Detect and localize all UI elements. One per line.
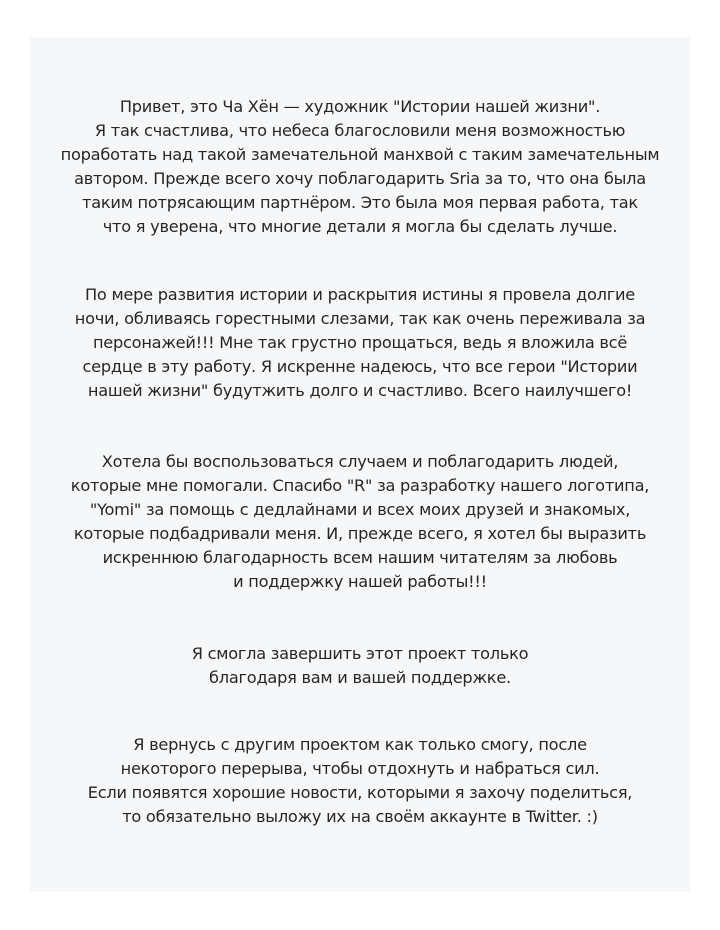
text-line: и поддержку нашей работы!!! xyxy=(233,572,487,591)
paragraph-thanks xyxy=(0,450,720,594)
text-line: Я вернусь с другим проектом как только смогу, после xyxy=(133,735,587,754)
text-line: которые мне помогали. Спасибо "R" за разработку нашего логотипа, xyxy=(70,476,650,495)
text-line: Привет, это Ча Хён — художник "Истории нашей жизни". xyxy=(119,97,601,116)
text-line: Хотела бы воспользоваться случаем и поблагодарить людей, xyxy=(101,452,619,471)
paragraph-story xyxy=(0,283,720,403)
text-line: персонажей!!! Мне так грустно прощаться, ведь я вложила всё xyxy=(92,333,628,352)
text-line: благодаря вам и вашей поддержке. xyxy=(209,668,511,687)
text-line: нашей жизни" будутжить долго и счастливо. Всего наилучшего! xyxy=(87,381,633,400)
text-line: Я так счастлива, что небеса благословили меня возможностью xyxy=(94,121,626,140)
text-line: "Yomi" за помощь с дедлайнами и всех моих друзей и знакомых, xyxy=(89,500,631,519)
paragraph-greeting xyxy=(0,95,720,239)
paragraph-farewell xyxy=(0,733,720,829)
text-line: сердце в эту работу. Я искренне надеюсь, что все герои "Истории xyxy=(82,357,638,376)
text-line: По мере развития истории и раскрытия истины я провела долгие xyxy=(85,285,635,304)
paragraph-support xyxy=(0,642,720,690)
text-line: Я смогла завершить этот проект только xyxy=(191,644,529,663)
text-line: автором. Прежде всего хочу поблагодарить Sria за то, что она была xyxy=(74,169,646,188)
text-line: которые подбадривали меня. И, прежде всего, я хотел бы выразить xyxy=(73,524,647,543)
text-line: то обязательно выложу их на своём аккаунте в Twitter. :) xyxy=(122,807,598,826)
text-line: искреннюю благодарность всем нашим читателям за любовь xyxy=(102,548,618,567)
text-line: некоторого перерыва, чтобы отдохнуть и набраться сил. xyxy=(120,759,600,778)
text-line: Если появятся хорошие новости, которыми я захочу поделиться, xyxy=(87,783,633,802)
text-line: поработать над такой замечательной манхвой с таким замечательным xyxy=(60,145,660,164)
text-line: таким потрясающим партнёром. Это была моя первая работа, так xyxy=(82,193,638,212)
text-line: ночи, обливаясь горестными слезами, так как очень переживала за xyxy=(74,309,646,328)
text-line: что я уверена, что многие детали я могла бы сделать лучше. xyxy=(102,217,618,236)
